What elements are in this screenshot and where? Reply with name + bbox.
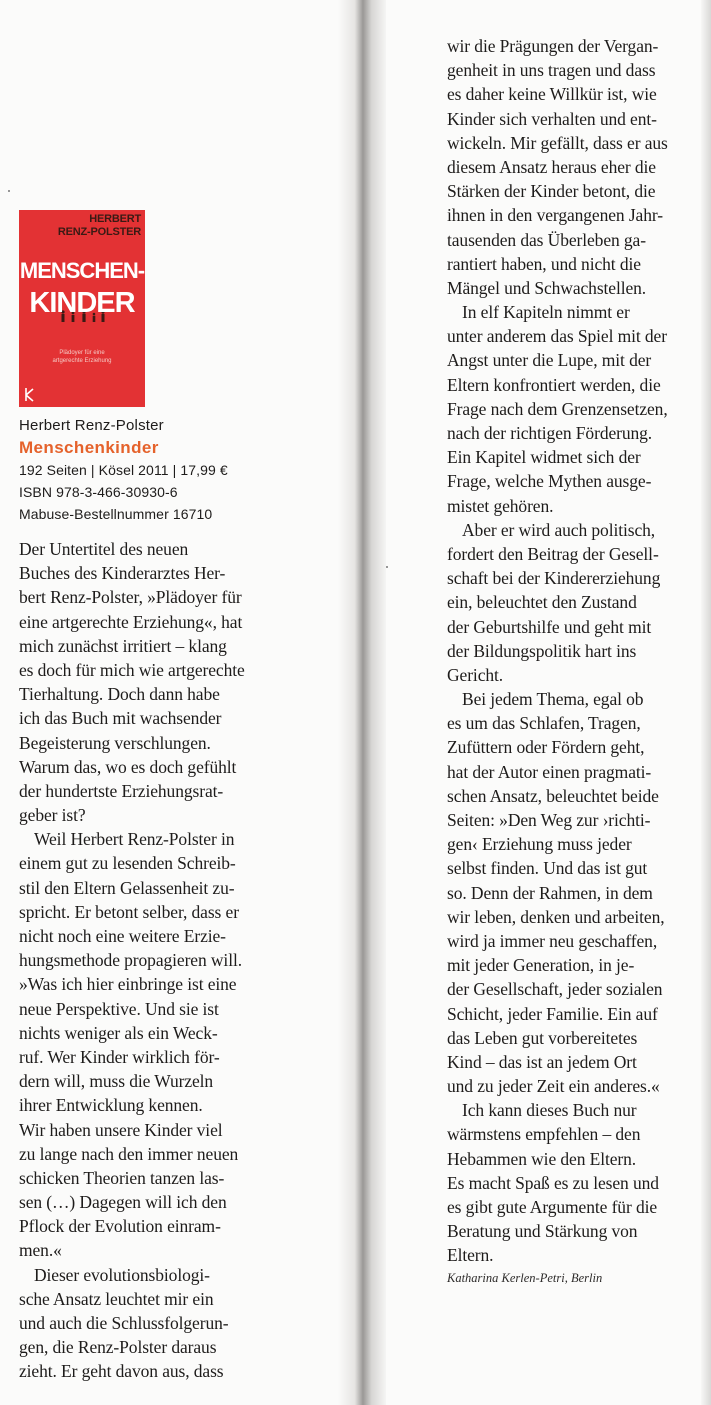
text-line: Kind – das ist an jedem Ort: [447, 1051, 637, 1072]
text-line: wird ja immer neu geschaffen,: [447, 930, 658, 951]
text-line: bert Renz-Polster, »Plädoyer für: [19, 587, 242, 608]
book-cover: [19, 210, 145, 407]
text-line: unter anderem das Spiel mit der: [447, 326, 667, 347]
cover-author-line: RENZ-POLSTER: [57, 226, 141, 238]
text-line: hat der Autor einen pragmati-: [447, 761, 652, 782]
text-line: es um das Schlafen, Tragen,: [447, 713, 641, 734]
text-line: tausenden das Überleben ga-: [447, 229, 646, 250]
text-line: mistet gehören.: [447, 495, 554, 516]
text-line: Frage nach dem Grenzensetzen,: [447, 398, 668, 419]
text-line: Kinder sich verhalten und ent-: [447, 108, 657, 129]
text-line: ihnen in den vergangenen Jahr-: [447, 205, 663, 226]
text-line: men.«: [19, 1240, 62, 1261]
text-line: wärmstens empfehlen – den: [447, 1124, 641, 1145]
text-line: nicht noch eine weitere Erzie-: [19, 926, 226, 946]
review-text-left-column: [19, 537, 339, 1384]
text-line: Der Untertitel des neuen: [19, 539, 189, 559]
text-line: gen, die Renz-Polster daraus: [19, 1337, 217, 1358]
text-line: Hebammen wie den Eltern.: [447, 1148, 637, 1169]
text-line: Eltern konfrontiert werden, die: [447, 374, 661, 395]
text-line: fordert den Beitrag der Gesell-: [447, 543, 659, 564]
text-line: der Geburtshilfe und geht mit: [447, 616, 652, 637]
book-isbn: ISBN 978-3-466-30930-6: [19, 484, 178, 500]
scan-speck: [8, 190, 10, 192]
text-line: Beratung und Stärkung von: [447, 1221, 638, 1242]
cover-author-line: HERBERT: [89, 213, 141, 225]
text-line: diesem Ansatz heraus eher die: [447, 156, 656, 177]
cover-title-line: MENSCHEN-: [19, 258, 145, 283]
cover-subtitle-line: artgerechte Erziehung: [52, 358, 112, 364]
text-line: schen Ansatz, beleuchtet beide: [447, 785, 659, 806]
book-title: Menschenkinder: [19, 438, 159, 457]
text-line: Aber er wird auch politisch,: [462, 519, 656, 540]
scan-speck: [386, 566, 388, 568]
text-line: der Bildungspolitik hart ins: [447, 640, 637, 661]
text-line: Mängel und Schwachstellen.: [447, 277, 647, 298]
text-line: ruf. Wer Kinder wirklich för-: [19, 1046, 220, 1067]
book-info: [19, 415, 319, 525]
book-details: 192 Seiten | Kösel 2011 | 17,99 €: [19, 462, 228, 478]
text-line: Gericht.: [447, 664, 504, 685]
text-line: Dieser evolutionsbiologi-: [34, 1264, 210, 1285]
book-order-number: Mabuse-Bestellnummer 16710: [19, 506, 213, 522]
text-line: Schicht, jeder Familie. Ein auf: [447, 1003, 658, 1024]
text-line: »Was ich hier einbringe ist eine: [19, 974, 237, 995]
text-line: sche Ansatz leuchtet mir ein: [19, 1288, 214, 1309]
text-line: zu lange nach den immer neuen: [19, 1143, 239, 1164]
text-line: selbst finden. Und das ist gut: [447, 858, 648, 879]
text-line: spricht. Er betont selber, dass er: [19, 901, 239, 922]
text-line: hungsmethode propagieren will.: [19, 950, 242, 971]
text-line: es daher keine Willkür ist, wie: [447, 84, 657, 105]
text-line: Seiten: »Den Weg zur ›richti-: [447, 810, 651, 830]
text-line: geber ist?: [19, 805, 86, 826]
text-line: rantiert haben, und nicht die: [447, 253, 641, 274]
cover-title-line: KINDER: [29, 287, 135, 319]
text-line: nichts weniger als ein Weck-: [19, 1022, 218, 1043]
text-line: eine artgerechte Erziehung«, hat: [19, 611, 243, 632]
text-line: Pflock der Evolution einram-: [19, 1216, 221, 1237]
text-line: das Leben gut vorbereitetes: [447, 1027, 638, 1048]
text-line: Buches des Kinderarztes Her-: [19, 563, 226, 584]
text-line: Warum das, wo es doch gefühlt: [19, 756, 237, 777]
text-line: stil den Eltern Gelassenheit zu-: [19, 877, 235, 898]
text-line: neue Perspektive. Und sie ist: [19, 998, 219, 1019]
text-line: Begeisterung verschlungen.: [19, 732, 211, 753]
book-author: Herbert Renz-Polster: [19, 417, 164, 434]
review-signature: Katharina Kerlen-Petri, Berlin: [447, 1271, 603, 1285]
text-line: schaft bei der Kindererziehung: [447, 568, 661, 589]
text-line: ich das Buch mit wachsender: [19, 708, 222, 729]
text-line: Ein Kapitel widmet sich der: [447, 447, 641, 468]
text-line: der hundertste Erziehungsrat-: [19, 780, 224, 801]
text-line: mit jeder Generation, in je-: [447, 955, 635, 976]
text-line: es gibt gute Argumente für die: [447, 1197, 658, 1217]
text-line: mich zunächst irritiert – klang: [19, 635, 227, 656]
text-line: zieht. Er geht davon aus, dass: [19, 1361, 224, 1382]
text-line: schicken Theorien tanzen las-: [19, 1167, 225, 1188]
text-line: genheit in uns tragen und dass: [447, 60, 656, 81]
text-line: und auch die Schlussfolgerun-: [19, 1313, 229, 1333]
text-line: Frage, welche Mythen ausge-: [447, 471, 652, 492]
text-line: Weil Herbert Renz-Polster in: [34, 829, 235, 850]
cover-subtitle: [19, 349, 145, 365]
text-line: Stärken der Kinder betont, die: [447, 181, 656, 202]
text-line: ihrer Entwicklung kennen.: [19, 1095, 203, 1116]
cover-author: [21, 213, 141, 239]
text-line: so. Denn der Rahmen, in dem: [447, 882, 653, 903]
text-line: es doch für mich wie artgerechte: [19, 659, 245, 680]
text-line: ein, beleuchtet den Zustand: [447, 592, 637, 613]
text-line: Zufüttern oder Fördern geht,: [447, 737, 645, 758]
text-line: wickeln. Mir gefällt, dass er aus: [447, 132, 668, 153]
text-line: Eltern.: [447, 1245, 494, 1266]
text-line: In elf Kapiteln nimmt er: [462, 302, 630, 323]
text-line: gen‹ Erziehung muss jeder: [447, 834, 632, 855]
page-gutter: [338, 0, 386, 1405]
text-line: Tierhaltung. Doch dann habe: [19, 684, 220, 705]
review-text-right-column: [447, 34, 709, 1268]
text-line: Bei jedem Thema, egal ob: [462, 689, 644, 710]
koesel-logo-icon: [23, 386, 36, 403]
text-line: Es macht Spaß es zu lesen und: [447, 1172, 659, 1193]
text-line: einem gut zu lesenden Schreib-: [19, 853, 236, 874]
text-line: nach der richtigen Förderung.: [447, 423, 653, 443]
text-line: Wir haben unsere Kinder viel: [19, 1119, 223, 1140]
text-line: dern will, muss die Wurzeln: [19, 1071, 214, 1092]
text-line: sen (…) Dagegen will ich den: [19, 1192, 227, 1213]
text-line: wir leben, denken und arbeiten,: [447, 906, 665, 927]
text-line: wir die Prägungen der Vergan-: [447, 36, 659, 56]
text-line: Ich kann dieses Buch nur: [462, 1100, 637, 1121]
text-line: der Gesellschaft, jeder sozialen: [447, 979, 663, 1000]
cover-subtitle-line: Plädoyer für eine: [59, 350, 105, 356]
text-line: Angst unter die Lupe, mit der: [447, 350, 652, 371]
text-line: und zu jeder Zeit ein anderes.«: [447, 1076, 660, 1097]
